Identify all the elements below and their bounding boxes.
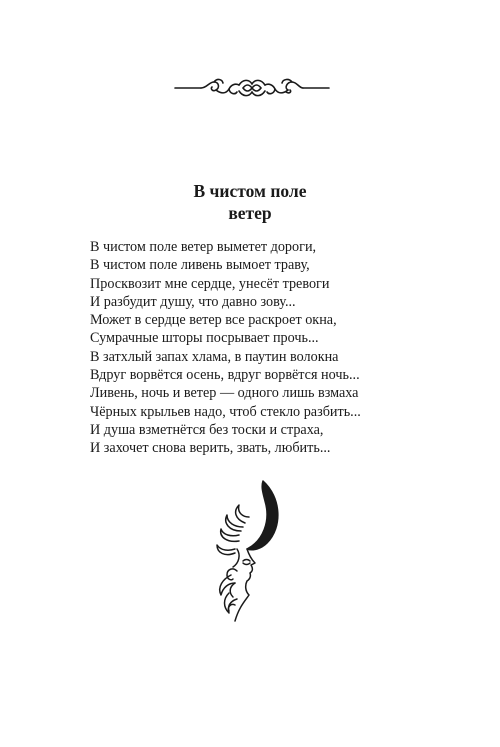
poem-line: Просквозит мне сердце, унесёт тревоги [90, 275, 330, 292]
poem-title [0, 180, 500, 224]
crescent-moon-face-icon [205, 475, 285, 625]
poem-title-line-1: В чистом поле [193, 181, 307, 201]
poem-line: В чистом поле ливень вымоет траву, [90, 257, 310, 274]
poem-line: В чистом поле ветер выметет дороги, [90, 239, 317, 255]
poem-line: И разбудит душу, что давно зову... [90, 293, 296, 310]
poem-line: Сумрачные шторы посрывает прочь... [90, 330, 319, 347]
poem-line: Вдруг ворвётся осень, вдруг ворвётся ночь... [90, 367, 360, 384]
poem-line: Чёрных крыльев надо, чтоб стекло разбить... [90, 403, 361, 420]
poem-body [90, 238, 450, 458]
poem-line: И захочет снова верить, звать, любить... [90, 440, 331, 457]
poem-title-line-2: ветер [228, 203, 272, 223]
ornamental-flourish-icon [173, 68, 331, 108]
poem-line: И душа взметнётся без тоски и страха, [90, 421, 324, 438]
poem-line: Может в сердце ветер все раскроет окна, [90, 312, 337, 329]
poem-line: Ливень, ночь и ветер — одного лишь взмаха [90, 385, 359, 402]
poem-line: В затхлый запах хлама, в паутин волокна [90, 348, 339, 365]
